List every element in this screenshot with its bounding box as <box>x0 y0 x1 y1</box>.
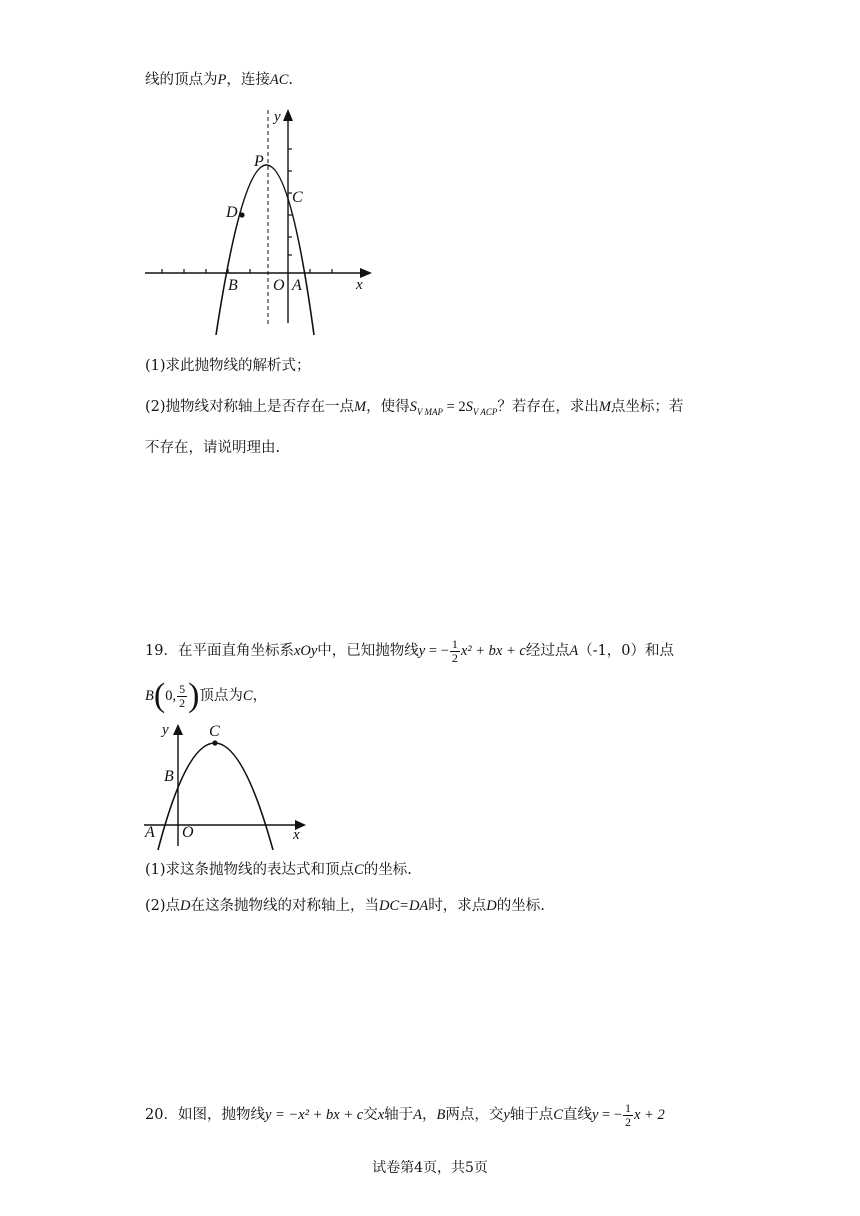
q19-stem-line1: 19．在平面直角坐标系xOy中，已知抛物线y = − $\frac{1}{2}$ x² + bx + c经过点A（-1，0）和点 <box>145 636 675 665</box>
q18-label-y: y <box>274 109 281 125</box>
q18-part2-line1: (2)抛物线对称轴上是否存在一点M，使得$S_{V MAP} = 2S_{V ACP}$？若存在，求出M点坐标；若 <box>145 399 684 417</box>
q19-parabola <box>158 743 273 850</box>
q18-label-x: x <box>356 277 363 293</box>
q19-label-b: B <box>164 768 174 785</box>
q19-part2: (2)点D在这条抛物线的对称轴上，当DC=DA时，求点D的坐标. <box>145 898 545 914</box>
q19-label-a: A <box>145 824 155 841</box>
q18-label-p: P <box>254 153 264 170</box>
q18-label-o: O <box>273 277 285 294</box>
q18-intro: 线的顶点为P，连接AC. <box>145 72 293 88</box>
q18-part1: (1)求此抛物线的解析式； <box>145 358 311 374</box>
q18-label-d: D <box>226 204 238 221</box>
q19-point-c <box>212 740 217 745</box>
q19-b-fraction: $\frac{5}{2}$ <box>179 681 186 710</box>
q18-y-arrow <box>283 109 293 121</box>
q19-label-y: y <box>162 722 169 738</box>
q18-label-a: A <box>292 277 302 294</box>
q18-figure <box>140 105 380 340</box>
q19-y-arrow <box>173 724 183 735</box>
q20-fraction: $\frac{1}{2}$ <box>625 1100 631 1129</box>
q18-point-d <box>239 212 244 217</box>
page-footer: 试卷第4页，共5页 <box>372 1160 488 1176</box>
q19-label-c: C <box>209 723 220 740</box>
q20-stem: 20．如图，抛物线y = −x² + bx + c交x轴于A，B两点，交y轴于点C直线y = − $\frac{1}{2}$ x + 2 <box>145 1100 665 1129</box>
q19-figure <box>140 718 315 850</box>
q19-stem-line2: B(0, $\frac{5}{2}$ )顶点为C， <box>145 677 268 714</box>
q18-label-b: B <box>228 277 238 294</box>
q18-part2-line2: 不存在，请说明理由. <box>145 440 281 456</box>
q19-part1: (1)求这条抛物线的表达式和顶点C的坐标. <box>145 862 412 878</box>
q19-label-x: x <box>293 827 300 843</box>
q19-label-o: O <box>182 824 194 841</box>
q18-label-c: C <box>292 189 303 206</box>
q19-fraction: $\frac{1}{2}$ <box>451 636 458 665</box>
